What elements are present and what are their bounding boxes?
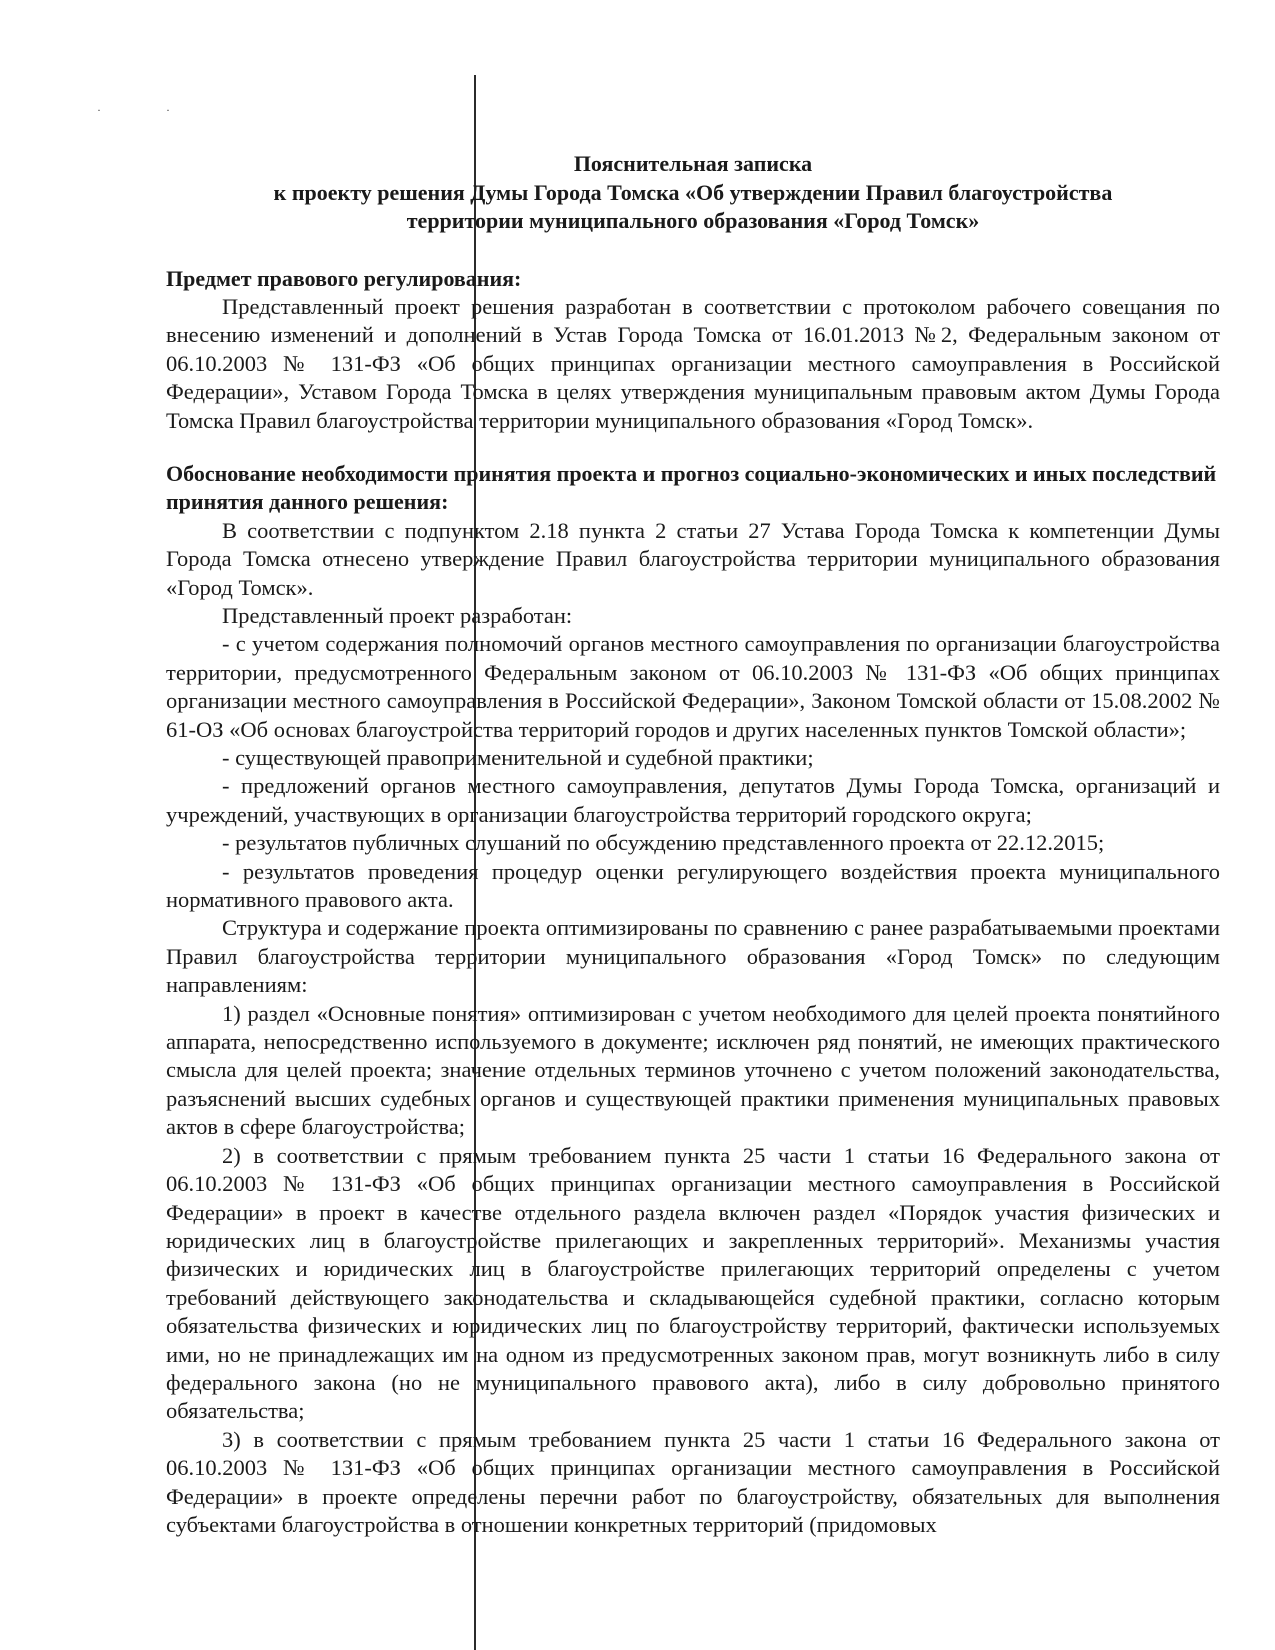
- scan-speck: ·: [166, 103, 170, 117]
- list-item: - результатов публичных слушаний по обсуждению представленного проекта от 22.12.2015;: [222, 830, 1105, 856]
- scan-speck: ·: [97, 103, 101, 117]
- numbered-item: 3) в соответствии с прямым требованием пункта 25 части 1 статьи 16 Федерального закона от 06.10.2003 № 131-ФЗ «Об общих принципах организации местного самоуправления в Российской Федерации» в проекте определены перечни работ по благоустройству, обязательных для выполнения субъектами благоустройства в отношении конкретных территорий (придомовых: [166, 1426, 1220, 1537]
- list-item: - результатов проведения процедур оценки регулирующего воздействия проекта муниципального нормативного правового акта.: [166, 858, 1220, 913]
- paragraph: Структура и содержание проекта оптимизированы по сравнению с ранее разрабатываемыми проектами Правил благоустройства территории муниципального образования «Город Томск» по следующим направлениям:: [166, 915, 1220, 998]
- numbered-item: 2) в соответствии с прямым требованием пункта 25 части 1 статьи 16 Федерального закона от 06.10.2003 № 131-ФЗ «Об общих принципах организации местного самоуправления в Российской Федерации» в проект в качестве отдельного раздела включен раздел «Порядок участия физических и юридических лиц в благоустройстве прилегающих и закрепленных территорий». Механизмы участия физических и юридических лиц в благоустройстве прилегающих территорий определены с учетом требований действующего законодательства и складывающейся судебной практики, согласно которым обязательства физических и юридических лиц по благоустройству территорий, фактически используемых ими, но не принадлежащих им на одном из предусмотренных законом прав, могут возникнуть либо в силу федерального закона (но не муниципального правового акта), либо в силу добровольно принятого обязательства;: [166, 1142, 1220, 1424]
- list-item: - с учетом содержания полномочий органов местного самоуправления по организации благоустройства территории, предусмотренного Федеральным законом от 06.10.2003 № 131-ФЗ «Об общих принципах организации местного самоуправления в Российской Федерации», Законом Томской области от 15.08.2002 № 61-ОЗ «Об основах благоустройства территорий городов и других населенных пунктов Томской области»;: [166, 631, 1220, 742]
- title-line-2: к проекту решения Думы Города Томска «Об утверждении Правил благоустройства: [273, 179, 1113, 205]
- title-line-1: Пояснительная записка: [573, 151, 813, 176]
- document-page: [166, 150, 1220, 1539]
- numbered-item: 1) раздел «Основные понятия» оптимизирован с учетом необходимого для целей проекта понятийного аппарата, непосредственно используемого в документе; исключен ряд понятий, не имеющих практического смысла для целей проекта; значение отдельных терминов уточнено с учетом положений законодательства, разъяснений высших судебных органов и существующей практики применения муниципальных правовых актов в сфере благоустройства;: [166, 1000, 1220, 1140]
- title-line-3: территории муниципального образования «Город Томск»: [406, 208, 980, 233]
- section-subject: [166, 265, 1220, 435]
- section-justification: [166, 460, 1220, 1539]
- paragraph: Представленный проект решения разработан в соответствии с протоколом рабочего совещания по внесению изменений и дополнений в Устав Города Томска от 16.01.2013 №2, Федеральным законом от 06.10.2003 № 131-ФЗ «Об общих принципах организации местного самоуправления в Российской Федерации», Уставом Города Томска в целях утверждения муниципальным правовым актом Думы Города Томска Правил благоустройства территории муниципального образования «Город Томск».: [166, 293, 1220, 433]
- paragraph: Представленный проект разработан:: [222, 602, 573, 628]
- section-heading: Обоснование необходимости принятия проекта и прогноз социально-экономических и иных последствий принятия данного решения:: [166, 460, 1217, 515]
- document-title: [166, 150, 1220, 236]
- list-item: - существующей правоприменительной и судебной практики;: [222, 745, 814, 770]
- section-heading: Предмет правового регулирования:: [166, 265, 522, 291]
- paragraph: В соответствии с подпунктом 2.18 пункта 2 статьи 27 Устава Города Томска к компетенции Думы Города Томска отнесено утверждение Правил благоустройства территории муниципального образования «Город Томск».: [166, 517, 1220, 600]
- list-item: - предложений органов местного самоуправления, депутатов Думы Города Томска, организаций и учреждений, участвующих в организации благоустройства территорий городского округа;: [166, 773, 1220, 827]
